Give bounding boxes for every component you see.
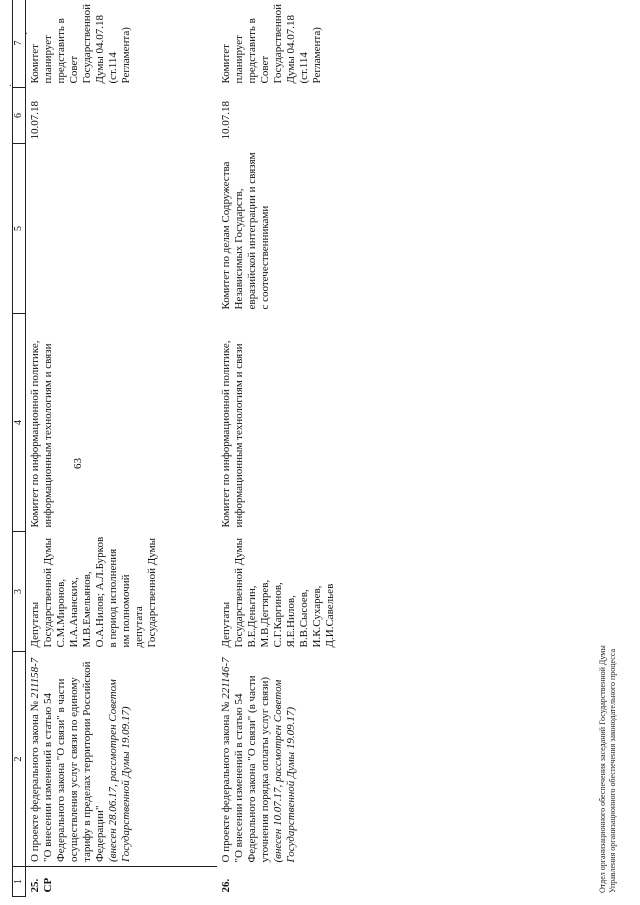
row-flag: СР [41,877,54,893]
column-header: 5 [13,144,26,314]
committee-cell: Комитет по информационной политике, информационным технологиям и связи [220,340,245,528]
table-row [217,0,337,897]
bill-number: 221146-7 [220,657,232,699]
co-committee-cell [26,144,218,314]
bill-title-rest: "О внесении изменений в статью 54 Федерального закона "О связи" в части осуществления услуг связи по единому тарифу в пределах территории Российской Федерации" [41,661,106,862]
footer-line: Отдел организационного обеспечения заседаний Государственной Думы [598,645,607,893]
column-header: 7 [13,0,26,88]
bill-title-lead: О проекте федерального закона № [220,701,232,863]
date-cell: 10.07.18 [220,101,232,140]
page-number: 63 [72,458,84,469]
scan-mark: · [6,83,17,87]
column-header: 1 [13,867,26,897]
footer [598,645,618,893]
column-header-row [13,0,26,897]
authors-cell: Депутаты Государственной Думы С.М.Миронов, И.А.Ананских, М.В.Емельянов, О.А.Нилов; А.Л.Бурков в период исполнения им полномочий депутата Государственной Думы [29,536,158,648]
bill-note: (внесен 10.07.17, рассмотрен Советом Государственной Думы 19.09.17) [271,679,297,863]
column-header: 6 [13,88,26,144]
table-row [26,0,218,897]
date-cell: 10.07.18 [29,101,41,140]
authors-cell: Депутаты Государственной Думы В.Е.Деньгин, М.В.Дегтярев, С.Г.Каргинов, Я.Е.Нилов, В.В.Сысоев, И.К.Сухарев, Д.И.Савельев [220,537,336,648]
committee-cell: Комитет по информационной политике, информационным технологиям и связи [29,340,54,528]
bill-title-rest: "О внесении изменений в статью 54 Федерального закона "О связи" (в части уточнения порядка оплаты услуг связи) [232,675,271,863]
column-header: 3 [13,532,26,652]
bill-note: (внесен 28.06.17, рассмотрен Советом Государственной Думы 19.09.17) [106,679,132,862]
row-number: 26. [220,878,232,893]
status-cell: Комитет планирует представить в Совет Государственной Думы 04.07.18 (ст.114 Регламента) [29,3,132,84]
bill-title-cell [217,652,337,867]
bill-title-cell [26,652,218,867]
co-committee-cell: Комитет по делам Содружества Независимых Государств, евразийской интеграции и связям с соотечественниками [220,152,271,310]
column-header: 4 [13,314,26,532]
scan-mark: · [22,31,33,35]
column-header: 2 [13,652,26,867]
row-number: 25. [29,878,41,893]
register-table [12,0,337,897]
footer-line: Управления организационного обеспечения законодательного процесса [608,648,617,893]
status-cell: Комитет планирует представить в Совет Государственной Думы 04.07.18 (ст.114 Регламента) [220,3,323,84]
bill-title-lead: О проекте федерального закона № [29,701,41,862]
bill-number: 211158-7 [29,657,41,699]
